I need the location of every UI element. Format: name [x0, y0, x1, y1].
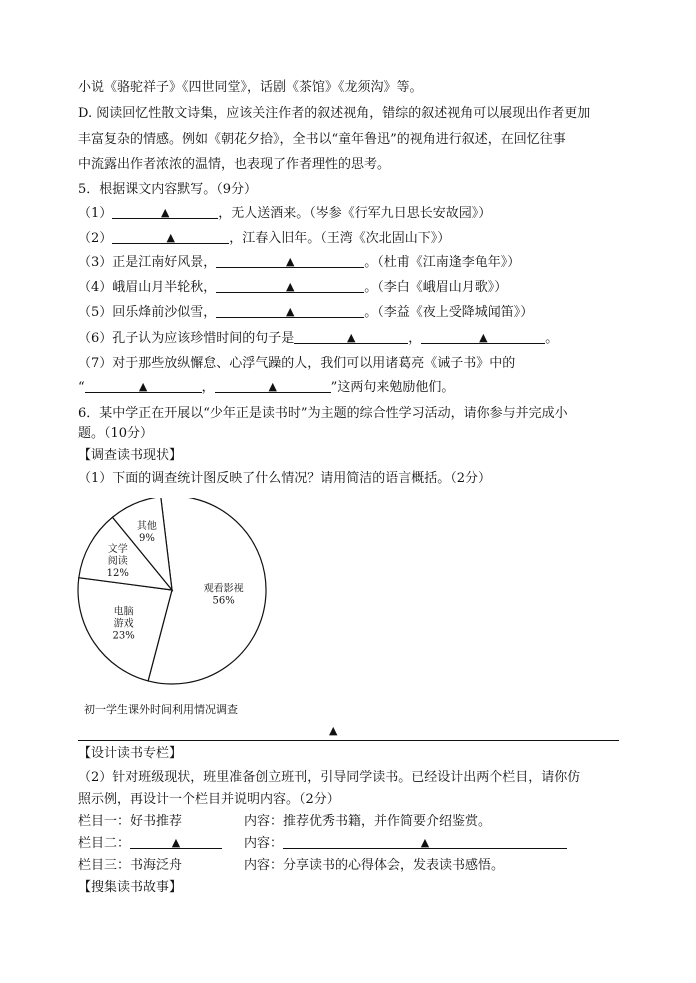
question-6-title: 6．某中学正在开展以“少年正是读书时”为主题的综合性学习活动，请你参与并完成小 [78, 406, 568, 421]
triangle-mark-icon: ▲ [286, 305, 295, 318]
answer-blank[interactable] [130, 834, 222, 849]
question-6-2: （2）针对班级现状，班里准备创立班刊，引导同学读书。已经设计出两个栏目，请你仿 [78, 770, 581, 785]
pie-chart [74, 498, 274, 688]
question-6-2-cont: 照示例，再设计一个栏目并说明内容。（2分） [78, 792, 340, 807]
triangle-mark-icon: ▲ [138, 380, 148, 393]
text-line: 小说《骆驼祥子》《四世同堂》，话剧《茶馆》《龙须沟》等。 [78, 80, 423, 95]
item-text: 。（李白《峨眉山月歌》） [364, 280, 508, 295]
question-5-5 [78, 303, 533, 323]
triangle-mark-icon: ▲ [286, 255, 295, 268]
item-text: ， [408, 331, 422, 346]
column-3-content: 内容：分享读书的心得体会，发表读书感悟。 [244, 858, 505, 873]
item-text: （3）正是江南好风景， [78, 255, 217, 270]
question-5-2 [78, 229, 450, 249]
item-text: 。（杜甫《江南逢李龟年》） [364, 255, 521, 270]
triangle-mark-icon: ▲ [268, 380, 277, 393]
text-line: 丰富复杂的情感。例如《朝花夕拾》，全书以“童年鲁迅”的视角进行叙述，在回忆往事 [78, 132, 566, 147]
question-5-7-line2 [78, 378, 454, 398]
answer-blank[interactable] [294, 329, 408, 344]
text-line: 中流露出作者浓浓的温情，也表现了作者理性的思考。 [78, 157, 391, 172]
chart-caption: 初一学生课外时间利用情况调查 [84, 703, 238, 716]
answer-blank[interactable] [112, 229, 229, 244]
section-heading-column: 【设计读书专栏】 [78, 746, 183, 761]
item-text: “ [78, 380, 85, 395]
triangle-mark-icon: ▲ [420, 836, 430, 849]
column-3-name: 栏目三：书海泛舟 [78, 858, 183, 873]
column-1-content: 内容：推荐优秀书籍，并作简要介绍鉴赏。 [244, 814, 492, 829]
answer-blank[interactable] [216, 278, 364, 293]
column-1-name: 栏目一：好书推荐 [78, 814, 183, 829]
answer-line[interactable] [78, 740, 619, 741]
answer-blank[interactable] [215, 378, 331, 393]
pie-chart-svg [74, 498, 274, 688]
triangle-mark-icon: ▲ [347, 331, 356, 344]
triangle-mark-icon: ▲ [166, 231, 176, 244]
item-text: 栏目二： [78, 836, 131, 851]
question-5-4 [78, 278, 507, 298]
item-text: ”这两句来勉励他们。 [330, 380, 455, 395]
triangle-mark-icon: ▲ [329, 724, 338, 737]
answer-blank[interactable] [216, 303, 364, 318]
question-5-title: 5．根据课文内容默写。（9分） [78, 182, 258, 197]
item-text: 。（李益《夜上受降城闻笛》） [364, 305, 534, 320]
column-2-content [244, 834, 567, 854]
answer-blank[interactable] [85, 378, 202, 393]
triangle-mark-icon: ▲ [171, 836, 181, 849]
answer-blank[interactable] [421, 329, 545, 344]
triangle-mark-icon: ▲ [479, 331, 488, 344]
question-5-3 [78, 253, 520, 273]
section-heading-survey: 【调查读书现状】 [78, 448, 183, 463]
answer-blank[interactable] [216, 253, 364, 268]
pie-slice-label: 其他 9% [136, 521, 157, 545]
question-5-7-line1: （7）对于那些放纵懈怠、心浮气躁的人，我们可以用诸葛亮《诫子书》中的 [78, 356, 516, 371]
item-text: （4）峨眉山月半轮秋， [78, 280, 217, 295]
text-line: D. 阅读回忆性散文诗集，应该关注作者的叙述视角，错综的叙述视角可以展现出作者更加 [78, 106, 591, 121]
question-5-1 [78, 204, 491, 224]
section-heading-stories: 【搜集读书故事】 [78, 880, 183, 895]
pie-slice-label: 文学阅读 12% [106, 543, 129, 579]
triangle-mark-icon: ▲ [161, 206, 170, 219]
item-text: ，江春入旧年。（王湾《次北固山下》） [229, 231, 451, 246]
question-6-1: （1）下面的调查统计图反映了什么情况？请用简洁的语言概括。（2分） [78, 471, 492, 486]
item-text: 内容： [244, 836, 284, 851]
pie-slice-label: 电脑游戏 23% [112, 606, 135, 642]
triangle-mark-icon: ▲ [286, 280, 295, 293]
pie-slice-label: 观看影视 56% [203, 583, 244, 607]
item-text: （5）回乐烽前沙似雪， [78, 305, 217, 320]
column-2-name [78, 834, 222, 854]
item-text: （6）孔子认为应该珍惜时间的句子是 [78, 331, 295, 346]
answer-blank[interactable] [283, 834, 567, 849]
item-label: （2） [78, 231, 113, 246]
item-text: ，无人送酒来。（岑参《行军九日思长安故园》） [218, 206, 492, 221]
answer-blank[interactable] [112, 204, 218, 219]
question-6-title-cont: 题。（10分） [78, 426, 154, 441]
item-text: 。 [545, 331, 559, 346]
question-5-6 [78, 329, 558, 349]
item-text: ， [201, 380, 215, 395]
item-label: （1） [78, 206, 113, 221]
